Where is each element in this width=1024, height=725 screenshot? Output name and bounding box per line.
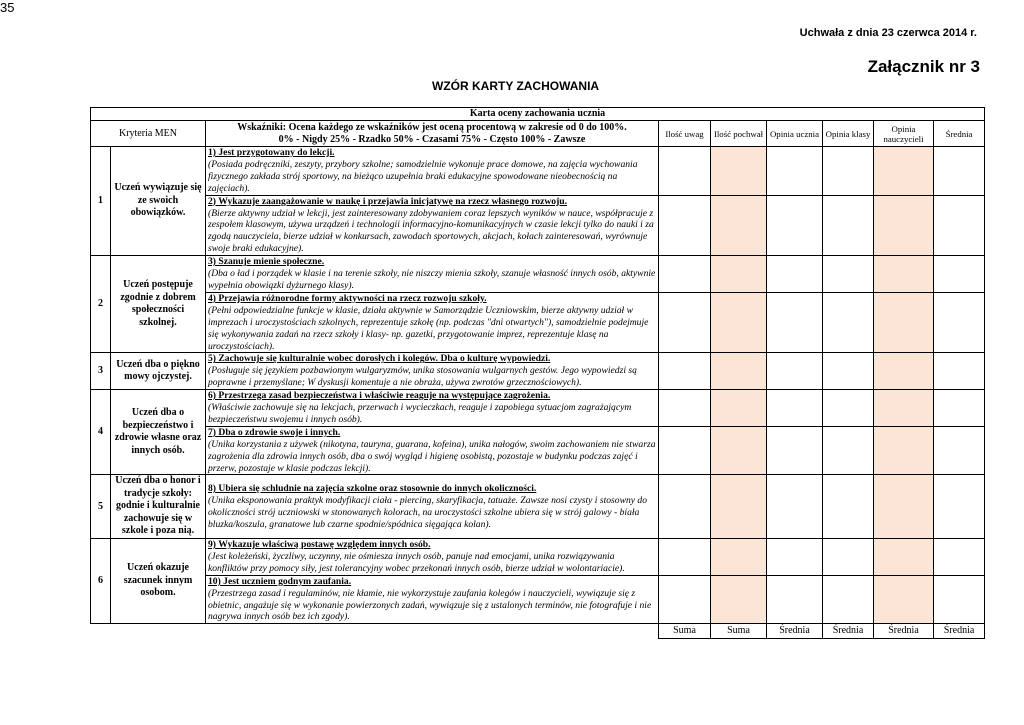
indicator-cell — [206, 353, 659, 390]
document-title: WZÓR KARTY ZACHOWANIA — [432, 79, 600, 93]
teachers-opinion-input[interactable] — [874, 575, 934, 624]
praise-input[interactable] — [711, 195, 767, 256]
criterion-cell: Uczeń dba o honor i tradycje szkoły: godnie i kulturalnie zachowuje się w szkole i poza nią. — [111, 475, 206, 539]
indicator-row — [91, 292, 985, 353]
indicator-cell — [206, 390, 659, 427]
student-opinion-input[interactable] — [767, 292, 823, 353]
student-opinion-input[interactable] — [767, 256, 823, 293]
page-number: 35 — [0, 0, 15, 15]
indicator-cell — [206, 475, 659, 539]
indicator-cell — [206, 195, 659, 256]
teachers-opinion-input[interactable] — [874, 475, 934, 539]
student-opinion-input[interactable] — [767, 538, 823, 575]
criterion-cell: Uczeń postępuje zgodnie z dobrem społeczności szkolnej. — [111, 256, 206, 353]
remarks-input[interactable] — [659, 575, 711, 624]
indicator-row — [91, 353, 985, 390]
summary-cell: Suma — [659, 624, 711, 639]
indicator-title: 1) Jest przygotowany do lekcji. — [208, 147, 335, 158]
behavior-card-table — [90, 107, 985, 639]
indicator-title: 6) Przestrzega zasad bezpieczeństwa i właściwie reaguje na występujące zagrożenia. — [208, 390, 551, 402]
indicator-cell — [206, 575, 659, 624]
student-opinion-input[interactable] — [767, 390, 823, 427]
summary-cell: Średnia — [767, 624, 823, 639]
header-criteria: Kryteria MEN — [91, 121, 206, 147]
average-input[interactable] — [934, 256, 985, 293]
praise-input[interactable] — [711, 575, 767, 624]
summary-cell: Średnia — [874, 624, 934, 639]
teachers-opinion-input[interactable] — [874, 538, 934, 575]
average-input[interactable] — [934, 147, 985, 196]
indicator-cell — [206, 538, 659, 575]
group-number: 2 — [91, 256, 111, 353]
student-opinion-input[interactable] — [767, 147, 823, 196]
teachers-opinion-input[interactable] — [874, 426, 934, 475]
average-input[interactable] — [934, 538, 985, 575]
indicator-title: 9) Wykazuje właściwą postawę względem innych osób. — [208, 538, 431, 550]
class-opinion-input[interactable] — [823, 538, 874, 575]
indicator-title: 8) Ubiera się schludnie na zajęcia szkolne oraz stosownie do innych okoliczności. — [208, 482, 537, 494]
indicators-line-2: 0% - Nigdy 25% - Rzadko 50% - Czasami 75% - Często 100% - Zawsze — [278, 133, 586, 145]
summary-cell: Średnia — [823, 624, 874, 639]
indicator-cell — [206, 426, 659, 475]
indicator-row — [91, 147, 985, 196]
group-number: 6 — [91, 538, 111, 623]
table-caption: Karta oceny zachowania ucznia — [91, 108, 985, 121]
average-input[interactable] — [934, 292, 985, 353]
remarks-input[interactable] — [659, 195, 711, 256]
group-number: 1 — [91, 147, 111, 256]
indicator-title: 4) Przejawia różnorodne formy aktywności na rzecz rozwoju szkoły. — [208, 292, 487, 304]
praise-input[interactable] — [711, 353, 767, 390]
indicator-description: (Unika korzystania z używek (nikotyna, tauryna, guarana, kofeina), unika nałogów, swoim zachowaniem nie stwarza zagrożenia dla zdrowia innych osób, dba o swój wygląd i higienę osobistą, pozostaje w budynku podczas zajęć i przerw, pozostaje w klasie podczas lekcji). — [208, 438, 656, 474]
average-input[interactable] — [934, 390, 985, 427]
praise-input[interactable] — [711, 256, 767, 293]
student-opinion-input[interactable] — [767, 195, 823, 256]
indicator-description: (Właściwie zachowuje się na lekcjach, przerwach i wycieczkach, reaguje i zapobiega sytuacjom zagrażającym bezpieczeństwu swojemu i innych osób). — [208, 402, 632, 425]
group-number: 4 — [91, 390, 111, 475]
praise-input[interactable] — [711, 426, 767, 475]
summary-spacer — [91, 624, 659, 639]
indicator-description: (Posługuje się językiem pozbawionym wulgaryzmów, unika stosowania wulgarnych gestów. Jego wypowiedzi są poprawne i przemyślane; W dyskusji komentuje a nie obraża, używa zwrotów grzecznościowych). — [208, 365, 637, 389]
criterion-cell: Uczeń dba o piękno mowy ojczystej. — [111, 353, 206, 390]
criterion-cell: Uczeń okazuje szacunek innym osobom. — [111, 538, 206, 623]
group-number: 5 — [91, 475, 111, 539]
teachers-opinion-input[interactable] — [874, 147, 934, 196]
class-opinion-input[interactable] — [823, 353, 874, 390]
class-opinion-input[interactable] — [823, 147, 874, 196]
indicator-cell — [206, 147, 659, 196]
remarks-input[interactable] — [659, 426, 711, 475]
criterion-cell: Uczeń wywiązuje się ze swoich obowiązków. — [111, 147, 206, 256]
group-number: 3 — [91, 353, 111, 390]
remarks-input[interactable] — [659, 475, 711, 539]
header-teachers-opinion: Opinia nauczycieli — [874, 121, 934, 147]
indicator-row — [91, 475, 985, 539]
praise-input[interactable] — [711, 390, 767, 427]
indicator-row — [91, 538, 985, 575]
indicator-description: (Bierze aktywny udział w lekcji, jest zainteresowany zdobywaniem coraz lepszych wyników w nauce, współpracuje z zespołem klasowym, używa urządzeń i technologii informacyjno-komunikacyjnych w czasie lekcji tylko do nauki i za zgodą nauczyciela, bierze udział w konkursach, zawodach sportowych, akcjach, kołach zainteresowań, wyrównuje swoje braki edukacyjne). — [208, 207, 654, 255]
indicator-title: 10) Jest uczniem godnym zaufania. — [208, 575, 352, 587]
average-input[interactable] — [934, 353, 985, 390]
teachers-opinion-input[interactable] — [874, 390, 934, 427]
remarks-input[interactable] — [659, 538, 711, 575]
teachers-opinion-input[interactable] — [874, 292, 934, 353]
indicator-row — [91, 426, 985, 475]
praise-input[interactable] — [711, 292, 767, 353]
indicator-row — [91, 390, 985, 427]
indicators-line-1: Wskaźniki: Ocena każdego ze wskaźników jest oceną procentową w zakresie od 0 do 100%. — [237, 121, 627, 133]
indicator-description: (Jest koleżeński, życzliwy, uczynny, nie ośmiesza innych osób, panuje nad emocjami, unika rozwiązywania konfliktów przy pomocy siły, jest tolerancyjny wobec przekonań innych osób, bierze udział w wolontariacie). — [208, 550, 625, 574]
indicator-cell — [206, 292, 659, 353]
class-opinion-input[interactable] — [823, 195, 874, 256]
summary-cell: Średnia — [934, 624, 985, 639]
average-input[interactable] — [934, 575, 985, 624]
indicator-description: (Posiada podręczniki, zeszyty, przybory szkolne; samodzielnie wykonuje prace domowe, na zajęcia wychowania fizycznego zakłada strój sportowy, na bieżąco uzupełnia braki edukacyjne spowodowane nieobecnością na zajęciach). — [208, 158, 638, 194]
resolution-date: Uchwała z dnia 23 czerwca 2014 r. — [799, 27, 977, 39]
header-student-opinion: Opinia ucznia — [767, 121, 823, 147]
average-input[interactable] — [934, 475, 985, 539]
average-input[interactable] — [934, 195, 985, 256]
summary-row — [91, 624, 985, 639]
indicator-row — [91, 256, 985, 293]
indicator-description: (Unika eksponowania praktyk modyfikacji ciała - piercing, skaryfikacja, tatuaże. Zawsze nosi czysty i stosowny do okoliczności strój uczniowski w stonowanych kolorach, na uroczystości szkolne ubiera się w strój galowy - biała bluzka/koszula, granatowe lub czarne spodnie/spódnica sięgająca kolan). — [208, 494, 648, 530]
header-indicators — [206, 121, 659, 147]
praise-input[interactable] — [711, 538, 767, 575]
praise-input[interactable] — [711, 147, 767, 196]
teachers-opinion-input[interactable] — [874, 195, 934, 256]
praise-input[interactable] — [711, 475, 767, 539]
student-opinion-input[interactable] — [767, 575, 823, 624]
header-class-opinion: Opinia klasy — [823, 121, 874, 147]
criterion-cell: Uczeń dba o bezpieczeństwo i zdrowie własne oraz innych osób. — [111, 390, 206, 475]
class-opinion-input[interactable] — [823, 426, 874, 475]
student-opinion-input[interactable] — [767, 426, 823, 475]
class-opinion-input[interactable] — [823, 475, 874, 539]
header-remarks: Ilość uwag — [659, 121, 711, 147]
header-average: Średnia — [934, 121, 985, 147]
class-opinion-input[interactable] — [823, 256, 874, 293]
indicator-cell — [206, 256, 659, 293]
indicator-title: 2) Wykazuje zaangażowanie w naukę i przejawia inicjatywę na rzecz własnego rozwoju. — [208, 195, 568, 207]
class-opinion-input[interactable] — [823, 575, 874, 624]
remarks-input[interactable] — [659, 147, 711, 196]
remarks-input[interactable] — [659, 292, 711, 353]
header-praise: Ilość pochwał — [711, 121, 767, 147]
indicator-title: 3) Szanuje mienie społeczne. — [208, 256, 325, 268]
annex-label: Załącznik nr 3 — [867, 57, 980, 76]
average-input[interactable] — [934, 426, 985, 475]
indicator-description: (Dba o ład i porządek w klasie i na terenie szkoły, nie niszczy mienia szkoły, szanuje własność innych osób, aktywnie wypełnia obowiązki dyżurnego klasy). — [208, 268, 656, 291]
student-opinion-input[interactable] — [767, 475, 823, 539]
indicator-title: 7) Dba o zdrowie swoje i innych. — [208, 426, 341, 438]
student-opinion-input[interactable] — [767, 353, 823, 390]
teachers-opinion-input[interactable] — [874, 256, 934, 293]
remarks-input[interactable] — [659, 390, 711, 427]
class-opinion-input[interactable] — [823, 390, 874, 427]
class-opinion-input[interactable] — [823, 292, 874, 353]
remarks-input[interactable] — [659, 256, 711, 293]
remarks-input[interactable] — [659, 353, 711, 390]
indicator-title: 5) Zachowuje się kulturalnie wobec dorosłych i kolegów. Dba o kulturę wypowiedzi. — [208, 353, 551, 365]
teachers-opinion-input[interactable] — [874, 353, 934, 390]
indicator-row — [91, 575, 985, 624]
indicator-description: (Przestrzega zasad i regulaminów, nie kłamie, nie wykorzystuje zaufania kolegów i nauczycieli, wywiązuje się z obietnic, angażuje się w wykonanie powierzonych zadań, wywiązuje się z ustalonych terminów, nie fotografuje i nie nagrywa innych osób bez ich zgody). — [208, 587, 652, 623]
summary-cell: Suma — [711, 624, 767, 639]
indicator-description: (Pełni odpowiedzialne funkcje w klasie, działa aktywnie w Samorządzie Uczniowskim, bierze aktywny udział w imprezach i uroczystościach szkolnych, reprezentuje szkołę (np. podczas "dni otwartych"), samodzielnie podejmuje się wykonywania zadań na rzecz szkoły i klasy- np. gazetki, przygotowanie imprez, reprezentuje klasę na uroczystościach). — [208, 304, 649, 352]
indicator-row — [91, 195, 985, 256]
